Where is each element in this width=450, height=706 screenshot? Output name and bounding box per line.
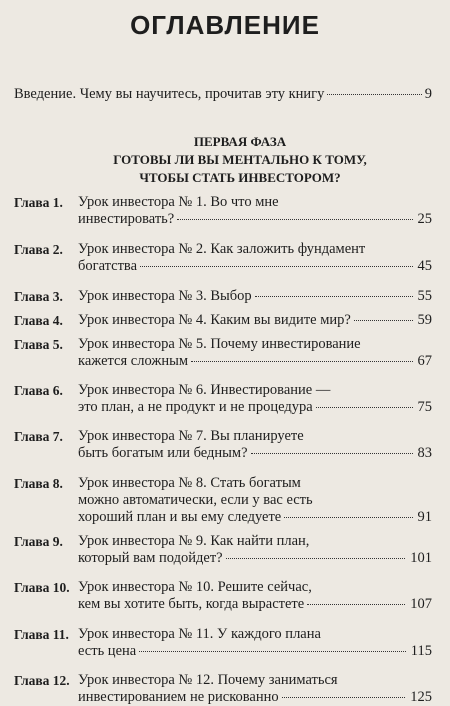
chapter-title-line: Урок инвестора № 11. У каждого плана (78, 626, 321, 642)
chapter-title-last-line (78, 312, 432, 329)
leader-dots (354, 320, 413, 321)
leader-dots (177, 219, 412, 220)
leader-dots (255, 296, 413, 297)
chapter-title-line: Урок инвестора № 1. Во что мне (78, 194, 279, 210)
chapter-page-number: 107 (410, 596, 432, 612)
phase-label: ПЕРВАЯ ФАЗА (193, 134, 287, 149)
chapter-title (78, 533, 432, 567)
leader-dots (316, 407, 413, 408)
chapter-title (78, 672, 432, 706)
chapter-title-text: хороший план и вы ему следуете (78, 509, 282, 525)
chapter-title-last-line (78, 399, 432, 416)
chapter-title-last-line (78, 689, 432, 706)
page-title: ОГЛАВЛЕНИЕ (130, 10, 320, 40)
chapter-title-line: Урок инвестора № 9. Как найти план, (78, 533, 310, 549)
chapter-label: Глава 4. (14, 313, 63, 328)
chapter-title-last-line (78, 596, 432, 613)
chapter-page-number: 125 (410, 689, 432, 705)
chapter-title-line: Урок инвестора № 12. Почему заниматься (78, 672, 338, 688)
chapter-title-last-line (78, 288, 432, 305)
chapter-title-text: который вам подойдет? (78, 550, 223, 566)
chapter-title-line: Урок инвестора № 6. Инвестирование — (78, 382, 331, 398)
leader-dots (284, 517, 412, 518)
chapter-entry[interactable] (14, 312, 432, 329)
chapter-title-last-line (78, 643, 432, 660)
intro-page-number: 9 (424, 86, 432, 102)
chapter-label: Глава 11. (14, 627, 69, 642)
chapter-title (78, 428, 432, 462)
leader-dots (139, 651, 406, 652)
chapter-page-number: 83 (417, 445, 432, 461)
chapter-title-last-line (78, 353, 432, 370)
chapter-entry[interactable] (14, 382, 432, 416)
chapter-title-line: можно автоматически, если у вас есть (78, 492, 313, 508)
chapter-title-last-line (78, 445, 432, 462)
chapter-label: Глава 5. (14, 337, 63, 352)
chapter-title-last-line (78, 211, 432, 228)
chapter-page-number: 67 (417, 353, 432, 369)
chapter-entry[interactable] (14, 428, 432, 462)
intro-text: Введение. Чему вы научитесь, прочитав эту книгу (14, 86, 325, 102)
chapter-page-number: 101 (410, 550, 432, 566)
chapter-entry[interactable] (14, 241, 432, 275)
chapter-page-number: 55 (417, 288, 432, 304)
chapter-page-number: 115 (410, 643, 432, 659)
chapter-title-text: быть богатым или бедным? (78, 445, 248, 461)
chapter-title-text: Урок инвестора № 3. Выбор (78, 288, 252, 304)
chapter-label: Глава 10. (14, 580, 70, 595)
leader-dots (327, 94, 421, 95)
chapter-title-text: инвестированием не рискованно (78, 689, 279, 705)
chapter-title-last-line (78, 550, 432, 567)
chapter-title-line: Урок инвестора № 10. Решите сейчас, (78, 579, 312, 595)
chapter-title (78, 288, 432, 305)
chapter-label: Глава 6. (14, 383, 63, 398)
chapter-title-text: богатства (78, 258, 138, 274)
chapter-label: Глава 1. (14, 195, 63, 210)
leader-dots (251, 453, 413, 454)
chapter-label: Глава 12. (14, 673, 70, 688)
chapter-title (78, 626, 432, 660)
chapter-label: Глава 8. (14, 476, 63, 491)
chapter-title (78, 579, 432, 613)
leader-dots (307, 604, 405, 605)
chapter-entry[interactable] (14, 475, 432, 526)
chapter-title (78, 475, 432, 526)
chapter-title-text: инвестировать? (78, 211, 175, 227)
chapter-title-line: Урок инвестора № 8. Стать богатым (78, 475, 301, 491)
chapter-title-line: Урок инвестора № 5. Почему инвестирование (78, 336, 361, 352)
phase-heading (60, 133, 420, 187)
phase-title-line-2: ЧТОБЫ СТАТЬ ИНВЕСТОРОМ? (139, 170, 341, 185)
chapter-title-last-line (78, 509, 432, 526)
leader-dots (140, 266, 412, 267)
chapter-title (78, 312, 432, 329)
chapter-title (78, 382, 432, 416)
chapter-label: Глава 3. (14, 289, 63, 304)
leader-dots (226, 558, 406, 559)
chapter-page-number: 91 (417, 509, 432, 525)
chapter-page-number: 25 (417, 211, 432, 227)
chapter-entry[interactable] (14, 626, 432, 660)
chapter-title-text: есть цена (78, 643, 137, 659)
chapter-title-line: Урок инвестора № 7. Вы планируете (78, 428, 304, 444)
chapter-entry[interactable] (14, 533, 432, 567)
chapter-label: Глава 2. (14, 242, 63, 257)
chapter-title (78, 241, 432, 275)
leader-dots (282, 697, 406, 698)
chapter-title-text: это план, а не продукт и не процедура (78, 399, 313, 415)
chapter-label: Глава 9. (14, 534, 63, 549)
chapter-page-number: 45 (417, 258, 432, 274)
chapter-title-text: кажется сложным (78, 353, 189, 369)
chapter-label: Глава 7. (14, 429, 63, 444)
intro-entry[interactable] (14, 86, 432, 103)
phase-title-line-1: ГОТОВЫ ЛИ ВЫ МЕНТАЛЬНО К ТОМУ, (113, 152, 367, 167)
chapter-entry[interactable] (14, 579, 432, 613)
chapter-page-number: 59 (417, 312, 432, 328)
chapter-page-number: 75 (417, 399, 432, 415)
chapter-entry[interactable] (14, 288, 432, 305)
chapter-title-line: Урок инвестора № 2. Как заложить фундамент (78, 241, 366, 257)
chapter-entry[interactable] (14, 194, 432, 228)
chapter-entry[interactable] (14, 336, 432, 370)
chapter-entry[interactable] (14, 672, 432, 706)
chapter-title-last-line (78, 258, 432, 275)
leader-dots (191, 361, 412, 362)
chapter-title-text: Урок инвестора № 4. Каким вы видите мир? (78, 312, 351, 328)
chapter-title-text: кем вы хотите быть, когда вырастете (78, 596, 305, 612)
chapter-title (78, 194, 432, 228)
chapter-title (78, 336, 432, 370)
